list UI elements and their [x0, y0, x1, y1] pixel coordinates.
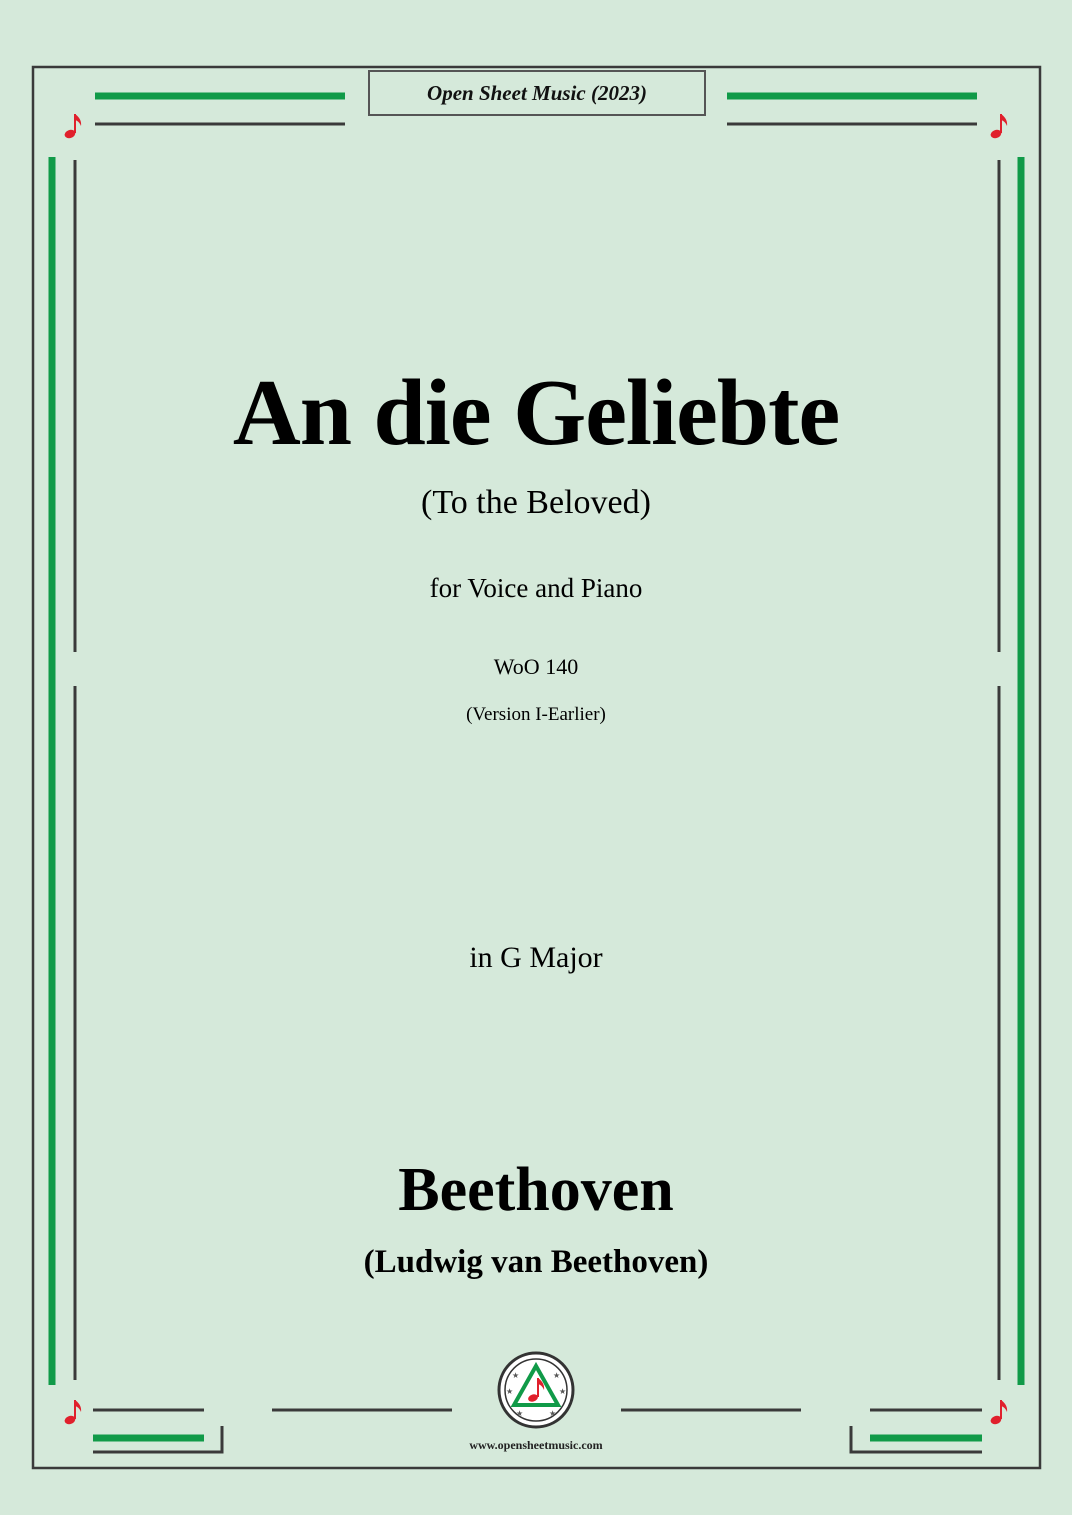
website-url[interactable]: www.opensheetmusic.com — [469, 1438, 603, 1452]
version-note: (Version I-Earlier) — [466, 704, 606, 725]
svg-text:★: ★ — [506, 1387, 514, 1396]
svg-text:★: ★ — [512, 1371, 520, 1380]
main-title: An die Geliebte — [232, 361, 840, 465]
title-translation: (To the Beloved) — [421, 484, 651, 521]
instrumentation: for Voice and Piano — [429, 573, 643, 603]
svg-text:★: ★ — [549, 1409, 557, 1418]
composer-name: Beethoven — [398, 1156, 674, 1224]
svg-text:★: ★ — [559, 1387, 567, 1396]
open-sheet-music-logo — [499, 1353, 573, 1427]
catalog-number: WoO 140 — [493, 654, 579, 679]
key-signature: in G Major — [469, 941, 603, 974]
music-note-icon — [989, 114, 1007, 140]
composer-full-name: (Ludwig van Beethoven) — [363, 1244, 709, 1280]
music-note-icon — [989, 1400, 1007, 1426]
svg-text:★: ★ — [516, 1409, 524, 1418]
music-note-icon — [63, 114, 81, 140]
publisher-header: Open Sheet Music (2023) — [368, 70, 706, 116]
svg-text:★: ★ — [553, 1371, 561, 1380]
music-note-icon — [63, 1400, 81, 1426]
